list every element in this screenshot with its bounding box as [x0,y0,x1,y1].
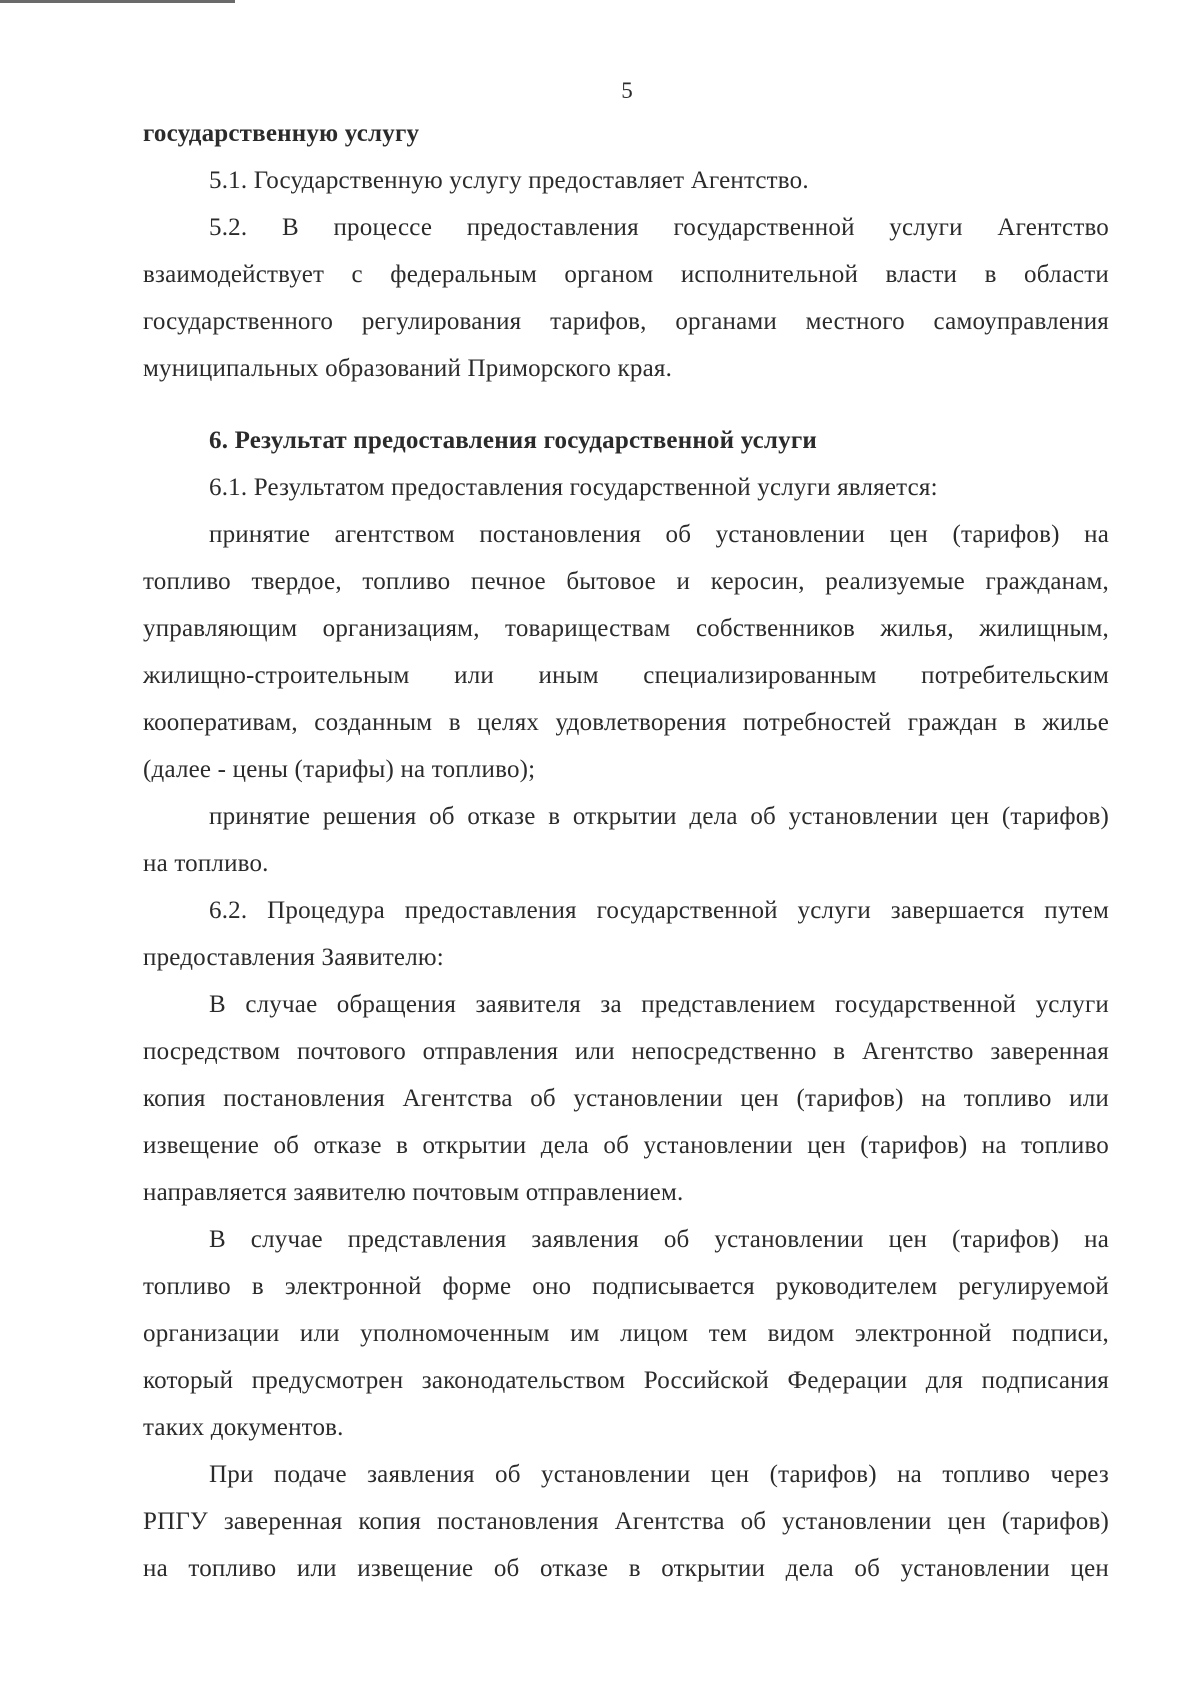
paragraph-line: копия постановления Агентства об установлении цен (тарифов) на топливо или [143,1085,1109,1112]
paragraph-line: В случае представления заявления об установлении цен (тарифов) на [209,1226,1109,1253]
paragraph-line: топливо твердое, топливо печное бытовое и керосин, реализуемые гражданам, [143,568,1109,595]
paragraph-line: 5.2. В процессе предоставления государственной услуги Агентство [209,214,1109,241]
paragraph-6-2 [143,887,1109,981]
paragraph-5-1: 5.1. Государственную услугу предоставляет Агентство. [209,167,809,194]
paragraph-6-1-b [143,793,1109,887]
paragraph-line: государственного регулирования тарифов, органами местного самоуправления [143,308,1109,335]
paragraph-line: В случае обращения заявителя за представлением государственной услуги [209,991,1109,1018]
paragraph-5-2 [143,204,1109,392]
paragraph-line: топливо в электронной форме оно подписывается руководителем регулируемой [143,1273,1109,1300]
paragraph-line: на топливо. [143,850,269,877]
paragraph-6-2-b [143,1216,1109,1451]
paragraph-line: направляется заявителю почтовым отправлением. [143,1179,684,1206]
paragraph-line: посредством почтового отправления или непосредственно в Агентство заверенная [143,1038,1109,1065]
paragraph-line: организации или уполномоченным им лицом тем видом электронной подписи, [143,1320,1109,1347]
paragraph-6-1-a [143,511,1109,793]
paragraph-line: взаимодействует с федеральным органом исполнительной власти в области [143,261,1109,288]
section-6-title: 6. Результат предоставления государственной услуги [209,427,817,454]
paragraph-line: принятие агентством постановления об установлении цен (тарифов) на [209,521,1109,548]
paragraph-line: жилищно-строительным или иным специализированным потребительским [143,662,1109,689]
paragraph-line: кооперативам, созданным в целях удовлетворения потребностей граждан в жилье [143,709,1109,736]
paragraph-line: муниципальных образований Приморского края. [143,355,673,382]
page-number: 5 [621,78,633,103]
paragraph-line: который предусмотрен законодательством Российской Федерации для подписания [143,1367,1109,1394]
paragraph-line: на топливо или извещение об отказе в открытии дела об установлении цен [143,1555,1109,1582]
paragraph-6-1: 6.1. Результатом предоставления государственной услуги является: [209,474,938,501]
section-gap [143,392,1109,417]
paragraph-line: При подаче заявления об установлении цен (тарифов) на топливо через [209,1461,1109,1488]
paragraph-line: управляющим организациям, товариществам собственников жилья, жилищным, [143,615,1109,642]
paragraph-line: принятие решения об отказе в открытии дела об установлении цен (тарифов) [209,803,1109,830]
paragraph-line: таких документов. [143,1414,344,1441]
paragraph-line: 6.2. Процедура предоставления государственной услуги завершается путем [209,897,1109,924]
paragraph-line: предоставления Заявителю: [143,944,444,971]
heading-continuation: государственную услугу [143,120,420,147]
scan-top-rule [0,0,235,3]
paragraph-line: РПГУ заверенная копия постановления Агентства об установлении цен (тарифов) [143,1508,1109,1535]
paragraph-6-2-c [143,1451,1109,1592]
paragraph-6-2-a [143,981,1109,1216]
paragraph-line: (далее - цены (тарифы) на топливо); [143,756,536,783]
document-body [143,110,1109,1592]
paragraph-line: извещение об отказе в открытии дела об установлении цен (тарифов) на топливо [143,1132,1109,1159]
